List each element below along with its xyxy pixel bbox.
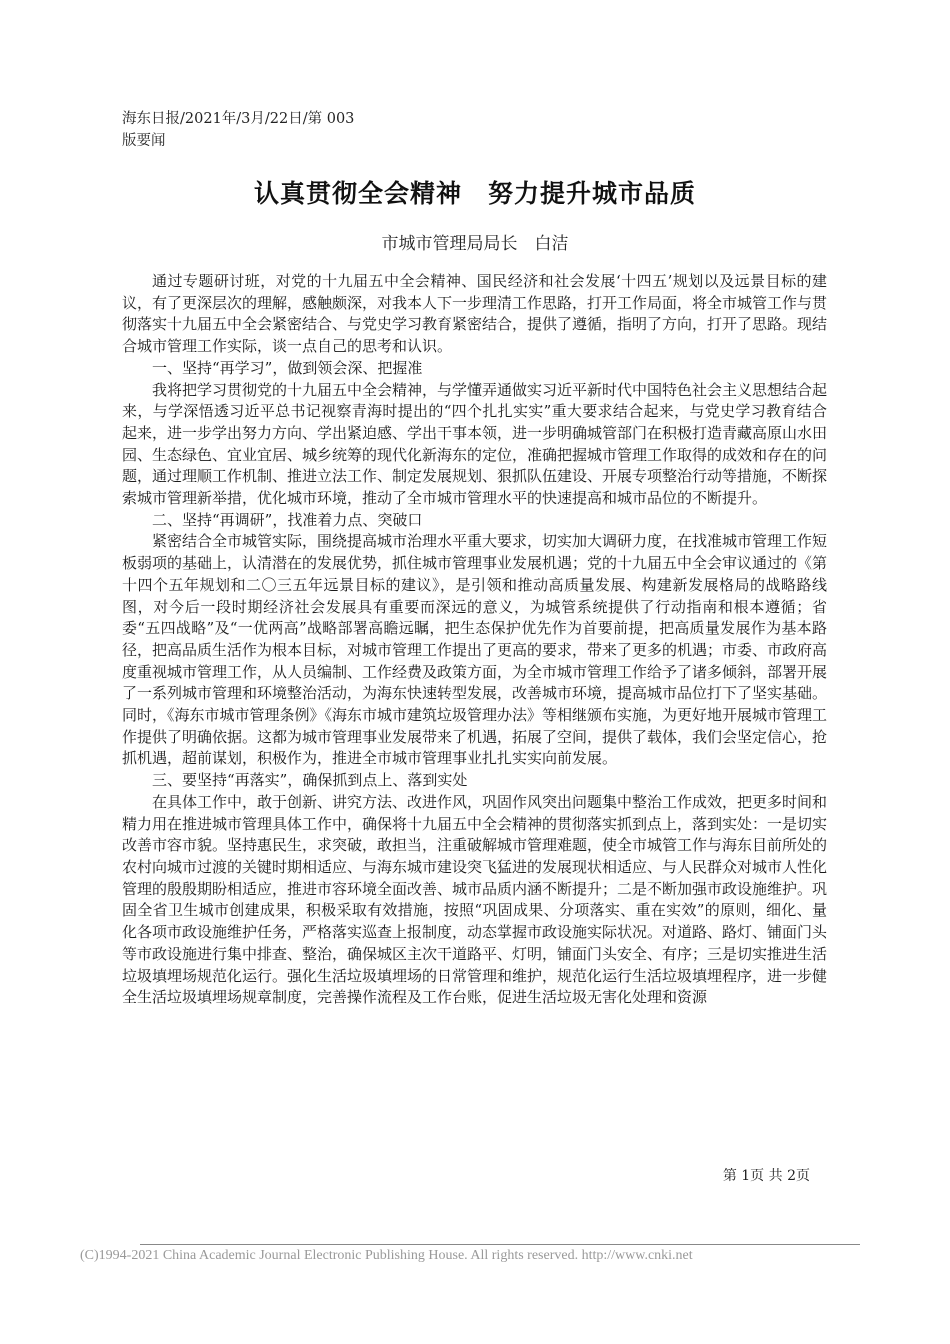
paragraph: 通过专题研讨班，对党的十九届五中全会精神、国民经济和社会发展‘十四五’规划以及远景目标的建议，有了更深层次的理解，感触颇深，对我本人下一步理清工作思路，打开工作局面，将全市城管工作与贯彻落实十九届五中全会紧密结合、与党史学习教育紧密结合，提供了遵循，指明了方向，打开了思路。现结合城市管理工作实际，谈一点自己的思考和认识。 [122,272,828,356]
paragraph: 我将把学习贯彻党的十九届五中全会精神，与学懂弄通做实习近平新时代中国特色社会主义思想结合起来，与学深悟透习近平总书记视察青海时提出的“四个扎扎实实”重大要求结合起来，与党史学习教育结合起来，进一步学出努力方向、学出紧迫感、学出干事本领，进一步明确城管部门在积极打造青藏高原山水田园、生态绿色、宜业宜居、城乡统筹的现代化新海东的定位，准确把握城市管理工作取得的成效和存在的问题，通过理顺工作机制、推进立法工作、制定发展规划、狠抓队伍建设、开展专项整治行动等措施，不断探索城市管理新举措，优化城市环境，推动了全市城市管理水平的快速提高和城市品位的不断提升。 [122,380,828,508]
copyright-notice: (C)1994-2021 China Academic Journal Electronic Publishing House. All rights reserved. http://www.cnki.net [80,1248,693,1263]
paragraph: 在具体工作中，敢于创新、讲究方法、改进作风，巩固作风突出问题集中整治工作成效，把更多时间和精力用在推进城市管理具体工作中，确保将十九届五中全会精神的贯彻落实抓到点上，落到实处：一是切实改善市容市貌。坚持惠民生，求突破，敢担当，注重破解城市管理难题，使全市城管工作与海东目前所处的农村向城市过渡的关键时期相适应、与海东城市建设突飞猛进的发展现状相适应、与人民群众对城市人性化管理的殷殷期盼相适应，推进市容环境全面改善、城市品质内涵不断提升；二是不断加强市政设施维护。巩固全省卫生城市创建成果，积极采取有效措施，按照“巩固成果、分项落实、重在实效”的原则，细化、量化各项市政设施维护任务，严格落实巡查上报制度，动态掌握市政设施实际状况。对道路、路灯、铺面门头等市政设施进行集中排查、整治，确保城区主次干道路平、灯明，铺面门头安全、有序；三是切实推进生活垃圾填埋场规范化运行。强化生活垃圾填埋场的日常管理和维护，规范化运行生活垃圾填埋程序，进一步健全生活垃圾填埋场规章制度，完善操作流程及工作台账，促进生活垃圾无害化处理和资源 [122,792,828,1007]
section-heading: 二、坚持“再调研”，找准着力点、突破口 [152,510,423,529]
section-line: 版要闻 [122,133,166,149]
source-line: 海东日报/2021年/3月/22日/第 003 [122,111,355,127]
section-heading: 三、要坚持“再落实”，确保抓到点上、落到实处 [152,771,468,790]
article-title: 认真贯彻全会精神 努力提升城市品质 [253,179,696,208]
footer-divider [140,1244,860,1245]
article-body [122,271,827,1009]
source-info [122,108,354,152]
paragraph: 紧密结合全市城管实际，围绕提高城市治理水平重大要求，切实加大调研力度，在找准城市管理工作短板弱项的基础上，认清潜在的发展优势，抓住城市管理事业发展机遇；党的十九届五中全会审议通过的《第十四个五年规划和二〇三五年远景目标的建议》，是引领和推动高质量发展、构建新发展格局的战略路线图，对今后一段时期经济社会发展具有重要而深远的意义，为城管系统提供了行动指南和根本遵循；省委“五四战略”及“一优两高”战略部署高瞻远瞩，把生态保护优先作为首要前提，把高质量发展作为基本路径，把高品质生活作为根本目标，对城市管理工作提出了更高的要求，带来了更多的机遇；市委、市政府高度重视城市管理工作，从人员编制、工作经费及政策方面，为全市城市管理工作给予了诸多倾斜，部署开展了一系列城市管理和环境整治活动，为海东快速转型发展，改善城市环境，提高城市品位打下了坚实基础。同时，《海东市城市管理条例》《海东市城市建筑垃圾管理办法》等相继颁布实施，为更好地开展城市管理工作提供了明确依据。这都为城市管理事业发展带来了机遇，拓展了空间，提供了载体，我们会坚定信心，抢抓机遇，超前谋划，积极作为，推进全市城市管理事业扎扎实实向前发展。 [122,532,828,768]
article-byline: 市城市管理局局长 白洁 [381,234,569,254]
section-heading: 一、坚持“再学习”，做到领会深、把握准 [152,358,423,377]
page-number: 第 1页 共 2页 [722,1168,810,1184]
